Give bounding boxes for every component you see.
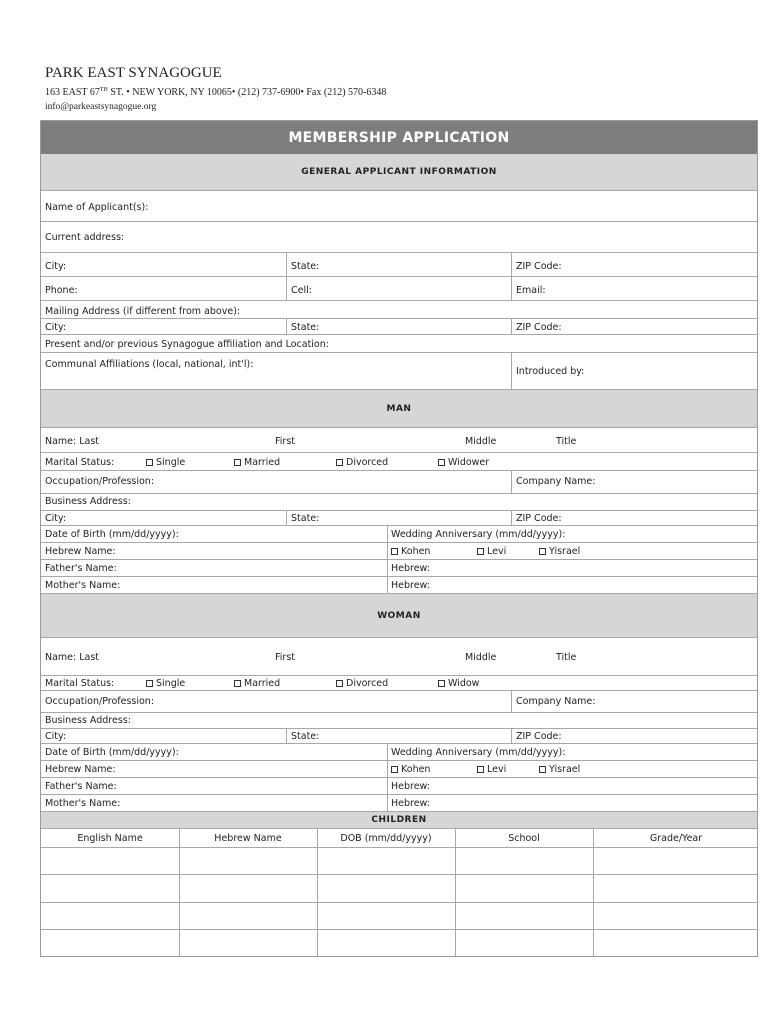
checkbox-icon[interactable] (234, 459, 241, 466)
checkbox-icon[interactable] (336, 680, 343, 687)
mailing-zip-label: ZIP Code: (516, 322, 562, 333)
cell-label: Cell: (291, 285, 312, 296)
man-married-label: Married (244, 457, 281, 468)
man-yisrael-label: Yisrael (549, 546, 581, 557)
man-levi-label: Levi (487, 546, 507, 557)
man-divorced-label: Divorced (346, 457, 389, 468)
child-3-english-name-cell[interactable] (41, 902, 179, 929)
man-mother-label: Mother's Name: (45, 580, 121, 591)
woman-city-label: City: (45, 731, 67, 742)
man-dob-label: Date of Birth (mm/dd/yyyy): (45, 529, 179, 540)
man-title-label: Title (556, 436, 577, 447)
checkbox-icon[interactable] (539, 766, 546, 773)
man-state-label: State: (291, 513, 320, 524)
city-label: City: (45, 261, 67, 272)
woman-single-label: Single (156, 678, 186, 689)
man-levi-option[interactable] (477, 546, 506, 557)
man-first-label: First (275, 436, 295, 447)
man-kohen-option[interactable] (391, 546, 430, 557)
man-yisrael-option[interactable] (539, 546, 580, 557)
man-divorced-option[interactable] (336, 457, 388, 468)
address-rest: ST. • NEW YORK, NY 10065• (212) 737-6900• Fax (212) 570-6348 (107, 87, 387, 98)
woman-company-label: Company Name: (516, 696, 596, 707)
checkbox-icon[interactable] (234, 680, 241, 687)
membership-form (40, 120, 758, 957)
man-single-option[interactable] (146, 457, 185, 468)
children-col-english-name: English Name (77, 833, 143, 844)
phone-label: Phone: (45, 285, 78, 296)
checkbox-icon[interactable] (146, 680, 153, 687)
woman-marital-label: Marital Status: (45, 678, 115, 689)
man-widowed-option[interactable] (438, 457, 489, 468)
org-email: info@parkeastsynagogue.org (45, 102, 157, 112)
communal-label: Communal Affiliations (local, national, int'l): (45, 359, 254, 370)
man-business-address-label: Business Address: (45, 496, 131, 507)
children-col-grade: Grade/Year (649, 833, 703, 844)
child-4-english-name-cell[interactable] (41, 929, 179, 957)
woman-hebrew-name-label: Hebrew Name: (45, 764, 116, 775)
woman-mother-label: Mother's Name: (45, 798, 121, 809)
woman-anniversary-label: Wedding Anniversary (mm/dd/yyyy): (391, 747, 566, 758)
child-1-english-name-cell[interactable] (41, 847, 179, 874)
woman-dob-label: Date of Birth (mm/dd/yyyy): (45, 747, 179, 758)
man-zip-label: ZIP Code: (516, 513, 562, 524)
man-name-last-label: Name: Last (45, 436, 100, 447)
checkbox-icon[interactable] (438, 459, 445, 466)
current-address-label: Current address: (45, 232, 125, 243)
org-name: PARK EAST SYNAGOGUE (45, 65, 222, 81)
letterhead (45, 64, 386, 113)
man-kohen-label: Kohen (401, 546, 431, 557)
checkbox-icon[interactable] (539, 548, 546, 555)
introduced-by-label: Introduced by: (516, 366, 585, 377)
man-father-label: Father's Name: (45, 563, 117, 574)
woman-divorced-label: Divorced (346, 678, 389, 689)
mailing-state-label: State: (291, 322, 320, 333)
woman-divorced-option[interactable] (336, 678, 388, 689)
man-hebrew-name-label: Hebrew Name: (45, 546, 116, 557)
form-title: MEMBERSHIP APPLICATION (41, 121, 757, 154)
checkbox-icon[interactable] (336, 459, 343, 466)
man-widowed-label: Widower (448, 457, 490, 468)
woman-yisrael-option[interactable] (539, 764, 580, 775)
man-middle-label: Middle (465, 436, 497, 447)
man-occupation-label: Occupation/Profession: (45, 476, 155, 487)
woman-levi-option[interactable] (477, 764, 506, 775)
checkbox-icon[interactable] (391, 766, 398, 773)
address-suffix: TH (99, 87, 108, 93)
children-col-school: School (508, 833, 540, 844)
woman-zip-label: ZIP Code: (516, 731, 562, 742)
woman-kohen-option[interactable] (391, 764, 430, 775)
woman-father-hebrew-label: Hebrew: (391, 781, 431, 792)
man-city-label: City: (45, 513, 67, 524)
children-col-hebrew-name: Hebrew Name (214, 833, 282, 844)
affiliation-label: Present and/or previous Synagogue affiliation and Location: (45, 339, 329, 350)
woman-married-option[interactable] (234, 678, 280, 689)
woman-middle-label: Middle (465, 652, 497, 663)
man-section-heading: MAN (41, 389, 757, 428)
checkbox-icon[interactable] (477, 766, 484, 773)
woman-occupation-label: Occupation/Profession: (45, 696, 155, 707)
woman-first-label: First (275, 652, 295, 663)
state-label: State: (291, 261, 320, 272)
checkbox-icon[interactable] (438, 680, 445, 687)
woman-levi-label: Levi (487, 764, 507, 775)
woman-single-option[interactable] (146, 678, 185, 689)
woman-widowed-label: Widow (448, 678, 480, 689)
woman-married-label: Married (244, 678, 281, 689)
woman-business-address-label: Business Address: (45, 715, 131, 726)
applicant-name-label: Name of Applicant(s): (45, 202, 149, 213)
man-married-option[interactable] (234, 457, 280, 468)
checkbox-icon[interactable] (146, 459, 153, 466)
woman-title-label: Title (556, 652, 577, 663)
child-2-english-name-cell[interactable] (41, 874, 179, 902)
man-anniversary-label: Wedding Anniversary (mm/dd/yyyy): (391, 529, 566, 540)
mailing-address-label: Mailing Address (if different from above): (45, 306, 241, 317)
checkbox-icon[interactable] (477, 548, 484, 555)
woman-mother-hebrew-label: Hebrew: (391, 798, 431, 809)
org-address (45, 84, 386, 99)
woman-state-label: State: (291, 731, 320, 742)
zip-label: ZIP Code: (516, 261, 562, 272)
general-section-heading: GENERAL APPLICANT INFORMATION (41, 154, 757, 191)
checkbox-icon[interactable] (391, 548, 398, 555)
email-label: Email: (516, 285, 546, 296)
woman-yisrael-label: Yisrael (549, 764, 581, 775)
woman-kohen-label: Kohen (401, 764, 431, 775)
children-col-dob: DOB (mm/dd/yyyy) (340, 833, 432, 844)
man-mother-hebrew-label: Hebrew: (391, 580, 431, 591)
man-father-hebrew-label: Hebrew: (391, 563, 431, 574)
man-single-label: Single (156, 457, 186, 468)
woman-section-heading: WOMAN (41, 593, 757, 638)
woman-name-last-label: Name: Last (45, 652, 100, 663)
man-company-label: Company Name: (516, 476, 596, 487)
children-section-heading: CHILDREN (41, 811, 757, 829)
woman-father-label: Father's Name: (45, 781, 117, 792)
mailing-city-label: City: (45, 322, 67, 333)
woman-widowed-option[interactable] (438, 678, 479, 689)
man-marital-label: Marital Status: (45, 457, 115, 468)
address-number: 163 EAST 67 (45, 87, 100, 98)
